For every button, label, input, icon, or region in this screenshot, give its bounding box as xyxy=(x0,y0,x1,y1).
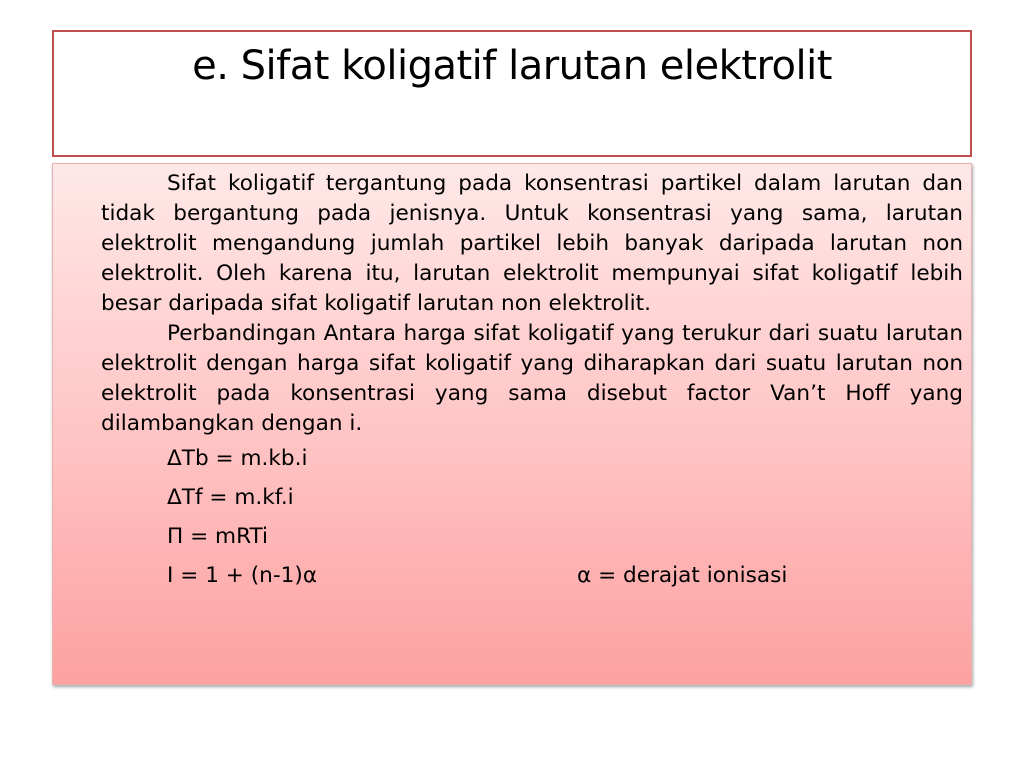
title-placeholder xyxy=(52,30,972,157)
content-placeholder xyxy=(52,163,972,685)
formula-vant-hoff-row xyxy=(101,556,963,595)
formula-vant-hoff: I = 1 + (n-1)α xyxy=(167,563,318,588)
formula-osmotic-pressure: Π = mRTi xyxy=(167,524,269,549)
paragraph-colligative-intro: Sifat koligatif tergantung pada konsentrasi partikel dalam larutan dan tidak bergantung pada jenisnya. Untuk konsentrasi yang sama, larutan elektrolit mengandung jumlah partikel lebih banyak daripada larutan non elektrolit. Oleh karena itu, larutan elektrolit mempunyai sifat koligatif lebih besar daripada sifat koligatif larutan non elektrolit. xyxy=(101,171,963,316)
paragraph-vant-hoff-factor: Perbandingan Antara harga sifat koligatif yang terukur dari suatu larutan elektrolit dengan harga sifat koligatif yang diharapkan dari suatu larutan non elektrolit pada konsentrasi yang sama disebut factor Van’t Hoff yang dilambangkan dengan i. xyxy=(101,321,963,436)
content-body xyxy=(101,169,963,595)
formula-freezing-point: ΔTf = m.kf.i xyxy=(167,485,294,510)
formula-boiling-point: ΔTb = m.kb.i xyxy=(167,446,308,471)
slide-title: e. Sifat koligatif larutan elektrolit xyxy=(192,43,832,89)
alpha-definition: α = derajat ionisasi xyxy=(577,563,788,588)
